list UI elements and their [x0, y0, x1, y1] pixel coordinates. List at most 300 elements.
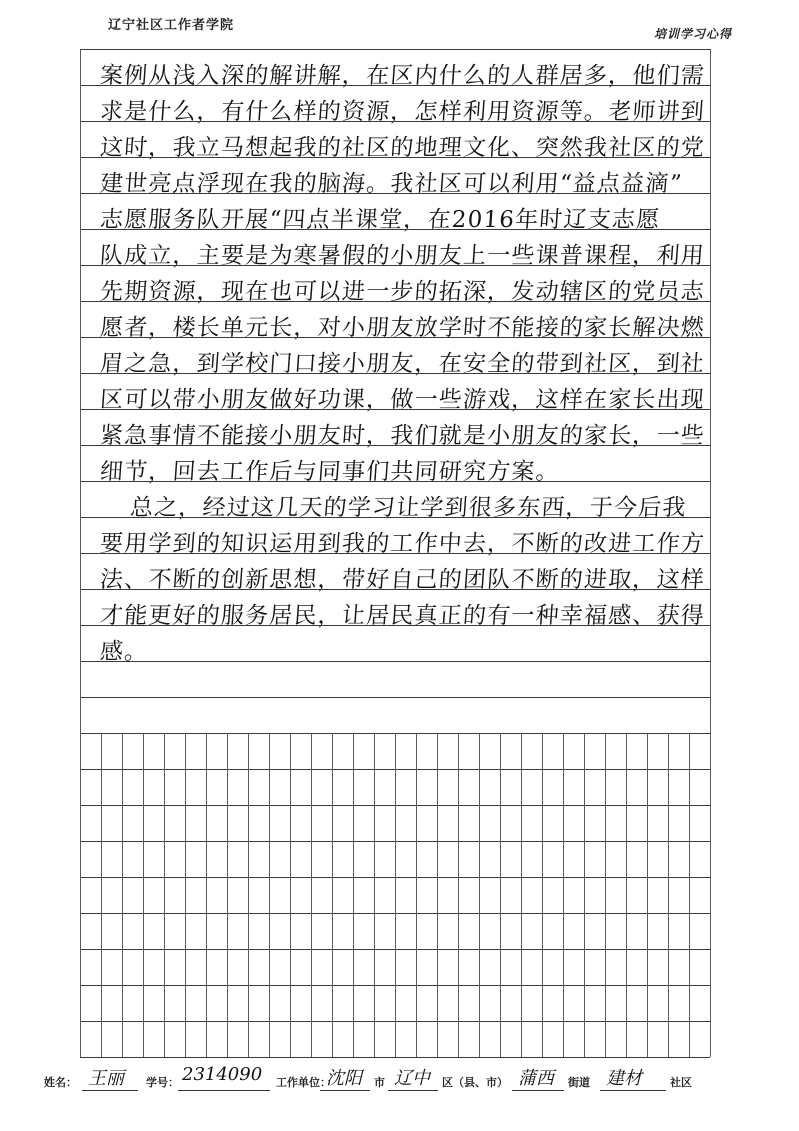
grid-row-line [80, 337, 710, 338]
grid-cell-line [521, 949, 522, 985]
grid-cell-line [290, 841, 291, 877]
body-line: 求是什么，有什么样的资源，怎样利用资源等。老师讲到 [99, 99, 706, 125]
grid-cell-line [311, 949, 312, 985]
grid-cell-line [122, 985, 123, 1021]
grid-cell-line [647, 913, 648, 949]
street-underline [512, 1090, 564, 1091]
body-line: 细节，回去工作后与同事们共同研究方案。 [99, 459, 561, 485]
grid-cell-line [311, 841, 312, 877]
grid-cell-line [185, 805, 186, 841]
grid-row-line [80, 1057, 710, 1058]
grid-cell-line [668, 769, 669, 805]
grid-cell-line [122, 841, 123, 877]
street-label: 街道 [568, 1076, 590, 1089]
grid-cell-line [185, 877, 186, 913]
id-underline [178, 1090, 270, 1091]
grid-cell-line [458, 985, 459, 1021]
grid-cell-line [626, 913, 627, 949]
grid-cell-line [479, 805, 480, 841]
grid-cell-line [626, 733, 627, 769]
grid-cell-line [185, 1021, 186, 1057]
grid-cell-line [227, 985, 228, 1021]
grid-cell-line [80, 877, 81, 913]
grid-cell-line [143, 733, 144, 769]
grid-cell-line [206, 1021, 207, 1057]
grid-cell-line [605, 733, 606, 769]
body-line: 先期资源，现在也可以进一步的拓深，发动辖区的党员志 [99, 279, 706, 305]
grid-cell-line [500, 841, 501, 877]
grid-cell-line [101, 913, 102, 949]
grid-cell-line [563, 949, 564, 985]
grid-cell-line [626, 877, 627, 913]
grid-cell-line [227, 733, 228, 769]
grid-cell-line [353, 1021, 354, 1057]
grid-cell-line [710, 877, 711, 913]
grid-frame-line [710, 49, 711, 733]
grid-cell-line [269, 1021, 270, 1057]
grid-cell-line [584, 841, 585, 877]
grid-cell-line [185, 949, 186, 985]
grid-cell-line [458, 949, 459, 985]
grid-cell-line [689, 877, 690, 913]
grid-cell-line [311, 769, 312, 805]
grid-cell-line [248, 769, 249, 805]
name-underline [82, 1090, 138, 1091]
grid-cell-line [605, 949, 606, 985]
grid-cell-line [143, 985, 144, 1021]
body-line: 法、不断的创新思想，带好自己的团队不断的进取，这样 [99, 567, 706, 593]
grid-cell-line [227, 1021, 228, 1057]
grid-cell-line [311, 733, 312, 769]
grid-cell-line [584, 805, 585, 841]
grid-cell-line [416, 949, 417, 985]
grid-cell-line [689, 733, 690, 769]
grid-cell-line [353, 841, 354, 877]
grid-cell-line [458, 877, 459, 913]
grid-cell-line [584, 733, 585, 769]
grid-cell-line [206, 841, 207, 877]
grid-cell-line [668, 877, 669, 913]
grid-cell-line [395, 841, 396, 877]
grid-cell-line [374, 877, 375, 913]
grid-cell-line [395, 733, 396, 769]
grid-cell-line [626, 805, 627, 841]
grid-cell-line [332, 733, 333, 769]
body-line: 队成立，主要是为寒暑假的小朋友上一些课普课程，利用 [99, 243, 706, 269]
grid-cell-line [80, 985, 81, 1021]
grid-cell-line [227, 769, 228, 805]
district-underline [388, 1090, 438, 1091]
grid-cell-line [248, 949, 249, 985]
grid-cell-line [227, 805, 228, 841]
grid-row-line [80, 625, 710, 626]
grid-cell-line [542, 913, 543, 949]
grid-cell-line [689, 769, 690, 805]
grid-cell-line [500, 769, 501, 805]
body-line: 愿者，楼长单元长，对小朋友放学时不能接的家长解决燃 [99, 315, 706, 341]
grid-cell-line [500, 805, 501, 841]
body-line: 紧急事情不能接小朋友时，我们就是小朋友的家长，一些 [99, 423, 706, 449]
id-value: 2314090 [182, 1064, 263, 1085]
grid-cell-line [374, 1021, 375, 1057]
grid-cell-line [269, 877, 270, 913]
grid-cell-line [290, 913, 291, 949]
grid-cell-line [290, 985, 291, 1021]
body-line: 感。 [99, 639, 150, 665]
grid-cell-line [605, 769, 606, 805]
grid-cell-line [80, 1021, 81, 1057]
grid-cell-line [710, 1021, 711, 1057]
grid-cell-line [101, 733, 102, 769]
grid-cell-line [80, 769, 81, 805]
grid-row-line [80, 697, 710, 698]
grid-cell-line [605, 1021, 606, 1057]
grid-cell-line [458, 1021, 459, 1057]
grid-cell-line [269, 733, 270, 769]
body-line: 总之，经过这几天的学习让学到很多东西，于今后我 [129, 495, 688, 521]
header-institution: 辽宁社区工作者学院 [108, 18, 235, 33]
body-line: 建世亮点浮现在我的脑海。我社区可以利用“益点益滴” [99, 171, 684, 197]
grid-cell-line [647, 949, 648, 985]
grid-cell-line [458, 733, 459, 769]
grid-cell-line [647, 805, 648, 841]
grid-cell-line [269, 985, 270, 1021]
grid-cell-line [374, 769, 375, 805]
grid-cell-line [332, 877, 333, 913]
grid-cell-line [668, 841, 669, 877]
grid-cell-line [479, 949, 480, 985]
grid-cell-line [626, 769, 627, 805]
grid-cell-line [542, 985, 543, 1021]
grid-cell-line [626, 949, 627, 985]
grid-cell-line [710, 913, 711, 949]
grid-cell-line [206, 985, 207, 1021]
grid-frame-line [80, 49, 81, 733]
grid-cell-line [122, 769, 123, 805]
grid-cell-line [500, 877, 501, 913]
grid-row-line [80, 553, 710, 554]
grid-cell-line [458, 913, 459, 949]
grid-cell-line [479, 841, 480, 877]
grid-cell-line [500, 949, 501, 985]
grid-cell-line [626, 1021, 627, 1057]
grid-cell-line [227, 841, 228, 877]
grid-cell-line [395, 985, 396, 1021]
grid-cell-line [227, 877, 228, 913]
grid-cell-line [479, 769, 480, 805]
grid-cell-line [689, 985, 690, 1021]
grid-row-line [80, 157, 710, 158]
footer-info [30, 1062, 770, 1092]
grid-cell-line [332, 913, 333, 949]
grid-cell-line [521, 841, 522, 877]
grid-row-line [80, 373, 710, 374]
grid-cell-line [416, 733, 417, 769]
grid-cell-line [248, 985, 249, 1021]
grid-cell-line [332, 769, 333, 805]
grid-cell-line [122, 913, 123, 949]
grid-cell-line [563, 733, 564, 769]
body-line: 案例从浅入深的解讲解，在区内什么的人群居多，他们需 [99, 63, 706, 89]
grid-cell-line [143, 1021, 144, 1057]
grid-cell-line [311, 985, 312, 1021]
grid-cell-line [374, 841, 375, 877]
grid-cell-line [101, 985, 102, 1021]
grid-cell-line [500, 1021, 501, 1057]
grid-cell-line [122, 877, 123, 913]
grid-cell-line [563, 769, 564, 805]
grid-cell-line [542, 949, 543, 985]
body-line: 眉之急，到学校门口接小朋友，在安全的带到社区，到社 [99, 351, 706, 377]
grid-cell-line [395, 913, 396, 949]
grid-cell-line [584, 949, 585, 985]
grid-cell-line [437, 733, 438, 769]
grid-cell-line [290, 805, 291, 841]
grid-cell-line [122, 805, 123, 841]
grid-cell-line [395, 805, 396, 841]
grid-cell-line [353, 733, 354, 769]
grid-cell-line [584, 769, 585, 805]
grid-cell-line [290, 769, 291, 805]
grid-cell-line [80, 733, 81, 769]
community-underline [600, 1090, 666, 1091]
grid-row-line [80, 661, 710, 662]
grid-cell-line [353, 949, 354, 985]
grid-cell-line [437, 985, 438, 1021]
grid-cell-line [374, 985, 375, 1021]
grid-cell-line [122, 949, 123, 985]
grid-cell-line [164, 985, 165, 1021]
grid-cell-line [353, 985, 354, 1021]
grid-cell-line [143, 769, 144, 805]
name-value: 王丽 [88, 1068, 124, 1089]
grid-cell-line [584, 1021, 585, 1057]
grid-cell-line [353, 913, 354, 949]
grid-cell-line [542, 1021, 543, 1057]
grid-cell-line [290, 1021, 291, 1057]
grid-cell-line [353, 769, 354, 805]
grid-cell-line [605, 985, 606, 1021]
grid-cell-line [689, 805, 690, 841]
grid-cell-line [185, 985, 186, 1021]
grid-cell-line [521, 985, 522, 1021]
grid-cell-line [206, 913, 207, 949]
grid-cell-line [710, 841, 711, 877]
grid-cell-line [689, 913, 690, 949]
grid-cell-line [437, 949, 438, 985]
body-line: 这时，我立马想起我的社区的地理文化、突然我社区的党 [99, 135, 706, 161]
grid-row-line [80, 121, 710, 122]
grid-cell-line [563, 913, 564, 949]
grid-cell-line [353, 877, 354, 913]
grid-cell-line [185, 733, 186, 769]
grid-cell-line [647, 841, 648, 877]
grid-cell-line [668, 913, 669, 949]
grid-cell-line [227, 913, 228, 949]
grid-cell-line [542, 805, 543, 841]
grid-cell-line [269, 949, 270, 985]
grid-cell-line [101, 877, 102, 913]
grid-cell-line [101, 769, 102, 805]
grid-cell-line [185, 769, 186, 805]
grid-row-line [80, 481, 710, 482]
grid-cell-line [311, 877, 312, 913]
grid-cell-line [500, 733, 501, 769]
grid-cell-line [185, 913, 186, 949]
grid-cell-line [563, 985, 564, 1021]
grid-cell-line [143, 805, 144, 841]
grid-cell-line [605, 841, 606, 877]
grid-cell-line [521, 733, 522, 769]
grid-cell-line [206, 949, 207, 985]
grid-cell-line [416, 985, 417, 1021]
grid-cell-line [332, 841, 333, 877]
grid-cell-line [374, 733, 375, 769]
body-line: 志愿服务队开展“四点半课堂，在2016年时辽支志愿 [99, 207, 662, 233]
grid-cell-line [521, 1021, 522, 1057]
grid-cell-line [122, 1021, 123, 1057]
city-label: 市 [374, 1076, 385, 1089]
grid-cell-line [647, 877, 648, 913]
writing-grid [80, 37, 710, 1057]
header-doc-type: 培训学习心得 [654, 27, 733, 41]
grid-cell-line [416, 841, 417, 877]
grid-cell-line [143, 877, 144, 913]
grid-row-line [80, 589, 710, 590]
grid-cell-line [332, 949, 333, 985]
grid-cell-line [437, 1021, 438, 1057]
street-value: 蒲西 [518, 1068, 554, 1089]
grid-cell-line [311, 805, 312, 841]
grid-cell-line [311, 1021, 312, 1057]
grid-cell-line [164, 733, 165, 769]
grid-cell-line [584, 985, 585, 1021]
body-line: 要用学到的知识运用到我的工作中去，不断的改进工作方 [99, 531, 706, 557]
grid-cell-line [521, 769, 522, 805]
grid-cell-line [521, 877, 522, 913]
grid-cell-line [416, 1021, 417, 1057]
grid-row-line [80, 265, 710, 266]
grid-cell-line [395, 877, 396, 913]
grid-cell-line [500, 913, 501, 949]
grid-cell-line [332, 985, 333, 1021]
grid-cell-line [710, 769, 711, 805]
grid-cell-line [668, 733, 669, 769]
grid-cell-line [80, 805, 81, 841]
grid-cell-line [710, 805, 711, 841]
grid-cell-line [563, 877, 564, 913]
grid-row-line [80, 445, 710, 446]
grid-cell-line [710, 949, 711, 985]
grid-cell-line [164, 841, 165, 877]
grid-cell-line [647, 985, 648, 1021]
grid-cell-line [269, 805, 270, 841]
grid-cell-line [269, 769, 270, 805]
grid-cell-line [206, 769, 207, 805]
grid-cell-line [710, 733, 711, 769]
grid-cell-line [164, 1021, 165, 1057]
city-underline [320, 1090, 370, 1091]
grid-cell-line [605, 877, 606, 913]
grid-row-line [80, 49, 710, 50]
grid-cell-line [479, 733, 480, 769]
grid-cell-line [437, 841, 438, 877]
grid-cell-line [353, 805, 354, 841]
name-label: 姓名： [44, 1076, 77, 1089]
grid-cell-line [248, 733, 249, 769]
body-line: 区可以带小朋友做好功课，做一些游戏，这样在家长出现 [99, 387, 706, 413]
grid-cell-line [542, 877, 543, 913]
grid-cell-line [290, 877, 291, 913]
grid-cell-line [269, 913, 270, 949]
grid-cell-line [290, 733, 291, 769]
grid-cell-line [332, 1021, 333, 1057]
grid-cell-line [143, 949, 144, 985]
grid-cell-line [521, 913, 522, 949]
grid-cell-line [668, 985, 669, 1021]
grid-row-line [80, 85, 710, 86]
grid-cell-line [248, 1021, 249, 1057]
grid-cell-line [584, 877, 585, 913]
grid-cell-line [269, 841, 270, 877]
grid-row-line [80, 409, 710, 410]
grid-cell-line [647, 1021, 648, 1057]
grid-cell-line [437, 913, 438, 949]
grid-cell-line [563, 1021, 564, 1057]
grid-cell-line [395, 1021, 396, 1057]
grid-cell-line [374, 913, 375, 949]
grid-cell-line [689, 1021, 690, 1057]
grid-cell-line [542, 841, 543, 877]
grid-cell-line [101, 841, 102, 877]
grid-cell-line [332, 805, 333, 841]
grid-cell-line [479, 913, 480, 949]
grid-cell-line [479, 985, 480, 1021]
body-line: 才能更好的服务居民，让居民真正的有一种幸福感、获得 [99, 603, 706, 629]
id-label: 学号： [146, 1076, 179, 1089]
grid-cell-line [521, 805, 522, 841]
grid-cell-line [542, 733, 543, 769]
grid-cell-line [395, 769, 396, 805]
grid-cell-line [311, 913, 312, 949]
grid-cell-line [416, 805, 417, 841]
grid-cell-line [563, 841, 564, 877]
grid-cell-line [458, 841, 459, 877]
grid-cell-line [248, 805, 249, 841]
grid-row-line [80, 517, 710, 518]
grid-cell-line [164, 805, 165, 841]
grid-cell-line [437, 877, 438, 913]
grid-cell-line [80, 949, 81, 985]
grid-cell-line [80, 913, 81, 949]
grid-cell-line [101, 949, 102, 985]
grid-cell-line [605, 805, 606, 841]
grid-cell-line [185, 841, 186, 877]
community-label: 社区 [670, 1076, 692, 1089]
grid-cell-line [668, 1021, 669, 1057]
grid-cell-line [164, 913, 165, 949]
unit-label: 工作单位： [276, 1076, 331, 1089]
grid-cell-line [605, 913, 606, 949]
grid-cell-line [248, 877, 249, 913]
grid-cell-line [647, 733, 648, 769]
grid-cell-line [164, 769, 165, 805]
grid-cell-line [500, 985, 501, 1021]
grid-cell-line [668, 949, 669, 985]
grid-cell-line [626, 841, 627, 877]
grid-cell-line [395, 949, 396, 985]
district-value: 辽中 [394, 1068, 430, 1089]
